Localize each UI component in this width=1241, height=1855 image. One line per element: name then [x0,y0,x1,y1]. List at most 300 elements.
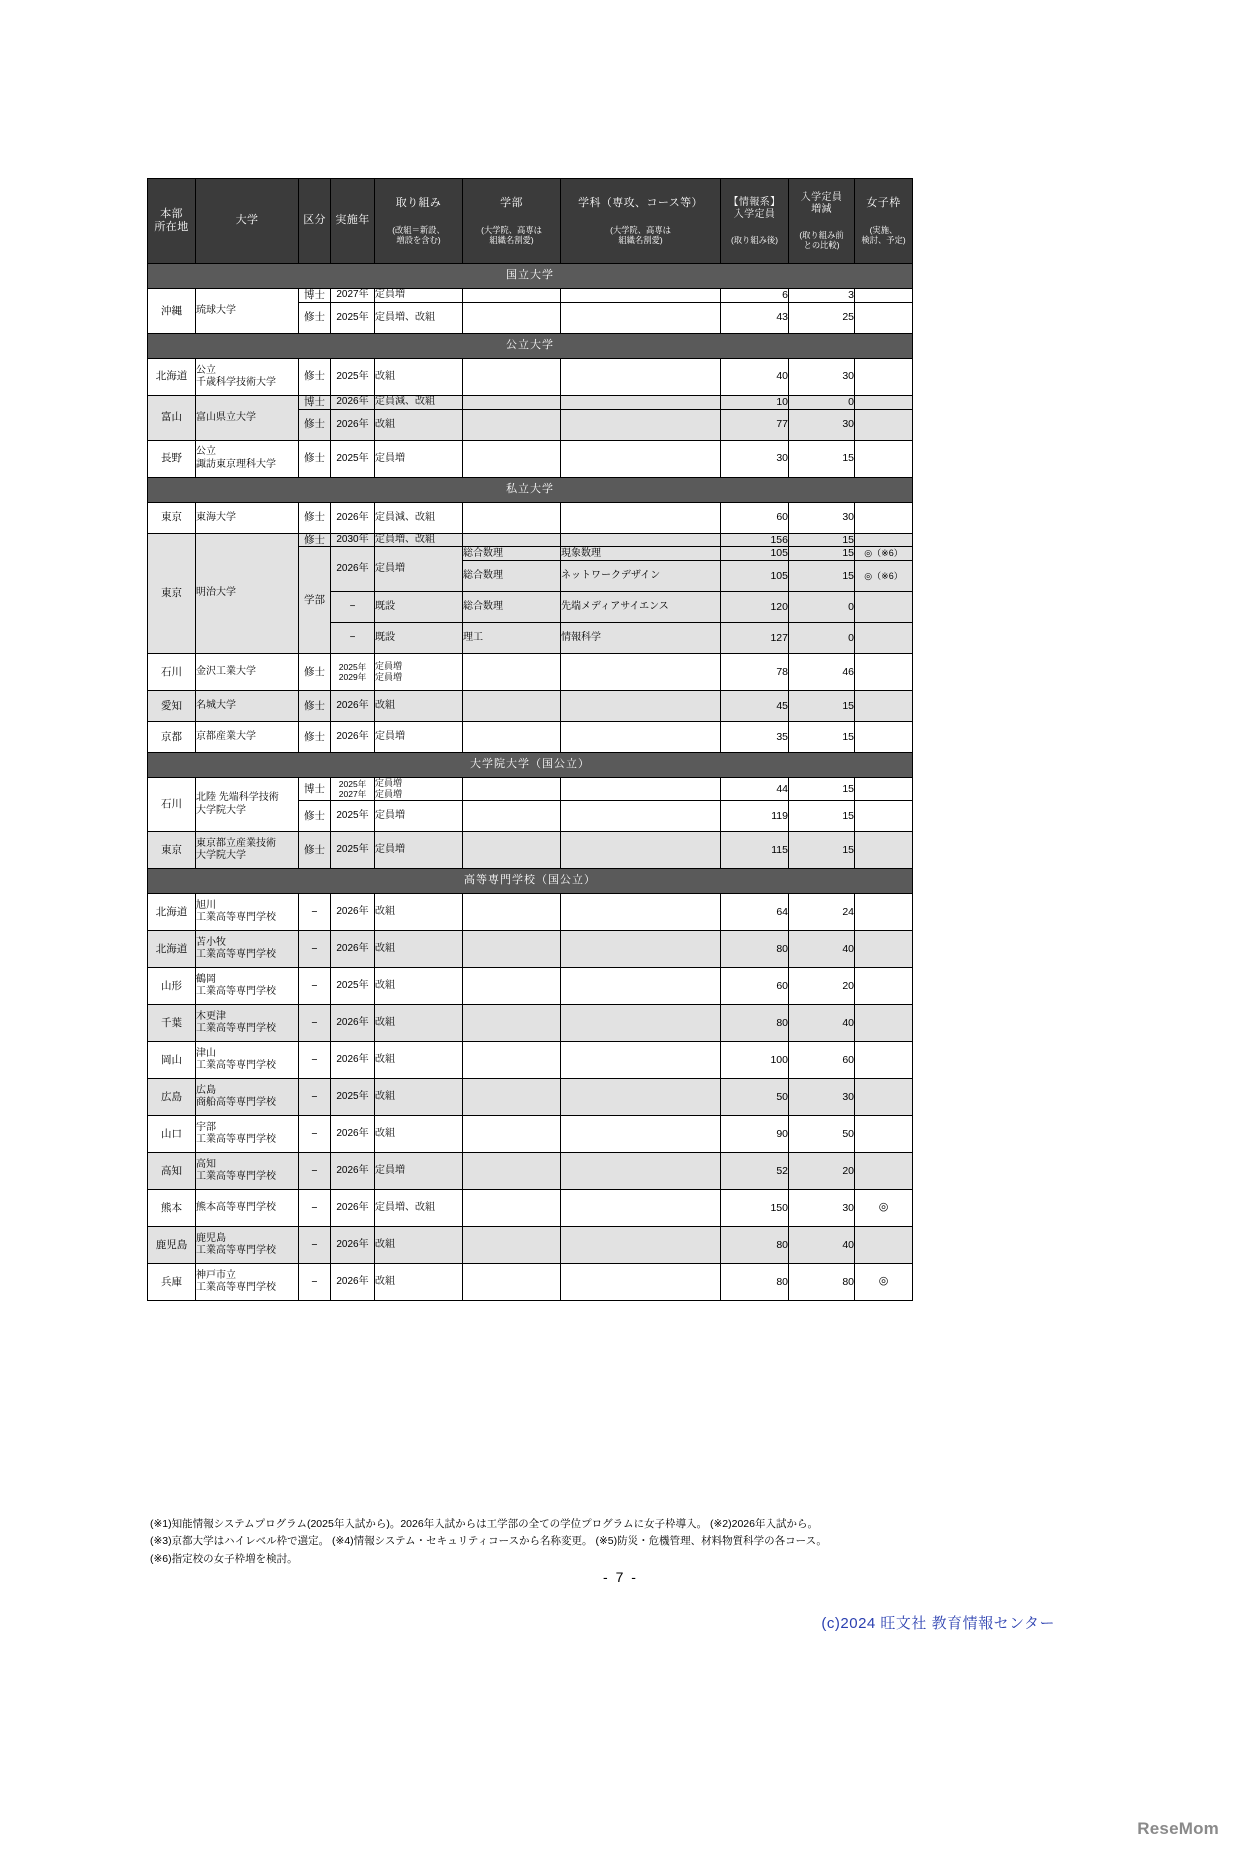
cell-prefecture: 東京 [148,533,196,654]
cell-year: 2026年 [331,894,375,931]
table-row [148,502,913,533]
cell-capacity-change: 30 [789,1190,855,1227]
cell-department: 先端メディアサイエンス [561,592,721,623]
cell-capacity: 105 [721,561,789,592]
cell-capacity: 105 [721,547,789,561]
cell-year: 2026年 [331,691,375,722]
cell-initiative-l1: 定員増 [375,778,403,789]
table-row [148,1264,913,1301]
cell-capacity-change: 15 [789,722,855,753]
cell-university-l2: 工業高等専門学校 [196,949,276,961]
cell-kubun: 博士 [299,778,331,801]
cell-initiative-l2: 定員増 [375,789,403,800]
cell-department [561,409,721,440]
cell-kubun: − [299,894,331,931]
cell-initiative: 定員増 [375,1153,463,1190]
cell-prefecture: 高知 [148,1153,196,1190]
cell-department [561,302,721,333]
cell-prefecture: 石川 [148,654,196,691]
cell-year: 2027年 [331,289,375,303]
col-header-year: 実施年 [331,179,375,264]
cell-university [196,1005,299,1042]
cell-women-quota [855,894,913,931]
cell-initiative: 定員増 [375,801,463,832]
cell-kubun: 修士 [299,654,331,691]
cell-university [196,358,299,395]
cell-capacity: 77 [721,409,789,440]
cell-faculty [463,931,561,968]
cell-kubun: 修士 [299,691,331,722]
cell-faculty [463,1227,561,1264]
col-header-kubun: 区分 [299,179,331,264]
cell-university [196,931,299,968]
cell-prefecture: 岡山 [148,1042,196,1079]
cell-university [196,1153,299,1190]
cell-department [561,1116,721,1153]
cell-capacity-change: 15 [789,440,855,477]
cell-initiative: 定員増 [375,832,463,869]
cell-capacity-change: 30 [789,1079,855,1116]
cell-university [196,440,299,477]
cell-kubun: 修士 [299,358,331,395]
cell-university: 富山県立大学 [196,395,299,440]
cell-kubun: 修士 [299,440,331,477]
group-band-row [148,333,913,358]
cell-women-quota [855,440,913,477]
cell-university-l1: 公立 [196,446,216,458]
band-public: 公立大学 [148,333,913,358]
cell-university-l1: 広島 [196,1084,216,1096]
cell-capacity: 119 [721,801,789,832]
cell-kubun: 修士 [299,409,331,440]
cell-women-quota [855,302,913,333]
cell-capacity: 150 [721,1190,789,1227]
cell-faculty: 総合数理 [463,592,561,623]
cell-capacity-change: 15 [789,533,855,547]
cell-initiative: 定員減、改組 [375,502,463,533]
cell-kubun: 修士 [299,722,331,753]
cell-university-l2: 工業高等専門学校 [196,1171,276,1183]
cell-capacity-change: 3 [789,289,855,303]
cell-university-l1: 旭川 [196,899,216,911]
cell-university: 熊本高等専門学校 [196,1190,299,1227]
cell-capacity: 52 [721,1153,789,1190]
cell-initiative: 改組 [375,1042,463,1079]
table-row [148,778,913,801]
cell-prefecture: 山口 [148,1116,196,1153]
band-national: 国立大学 [148,264,913,289]
cell-capacity: 10 [721,395,789,409]
cell-faculty [463,289,561,303]
cell-year: 2026年 [331,1042,375,1079]
cell-year-l2: 2029年 [338,672,367,683]
table-row [148,1005,913,1042]
cell-initiative-l2: 定員増 [375,672,403,683]
cell-faculty [463,409,561,440]
cell-initiative: 定員増 [375,289,463,303]
cell-faculty [463,801,561,832]
col-header-initiative: 取り組み (改組＝新設、 増設を含む) [375,179,463,264]
cell-university-l2: 千歳科学技術大学 [196,376,276,388]
cell-capacity: 127 [721,623,789,654]
group-band-row [148,477,913,502]
cell-faculty [463,502,561,533]
page-number: - 7 - [603,1569,638,1585]
footnotes [150,1516,930,1568]
cell-women-quota [855,832,913,869]
cell-capacity: 156 [721,533,789,547]
cell-department [561,1264,721,1301]
copyright-notice: (c)2024 旺文社 教育情報センター [821,1615,1055,1632]
cell-university: 金沢工業大学 [196,654,299,691]
cell-year: 2030年 [331,533,375,547]
cell-year-l1: 2025年 [338,661,367,672]
cell-capacity-change: 30 [789,409,855,440]
cell-women-quota [855,968,913,1005]
cell-kubun: − [299,1264,331,1301]
cell-prefecture: 京都 [148,722,196,753]
cell-university [196,1264,299,1301]
cell-initiative [375,778,463,801]
cell-faculty: 総合数理 [463,561,561,592]
cell-year: − [331,623,375,654]
table-row [148,722,913,753]
cell-prefecture: 千葉 [148,1005,196,1042]
cell-department [561,968,721,1005]
cell-department [561,1153,721,1190]
table-row [148,1153,913,1190]
band-private: 私立大学 [148,477,913,502]
cell-capacity-change: 20 [789,1153,855,1190]
band-graduate: 大学院大学（国公立） [148,753,913,778]
cell-capacity: 30 [721,440,789,477]
cell-year: 2026年 [331,1227,375,1264]
cell-year: 2026年 [331,502,375,533]
cell-prefecture: 北海道 [148,894,196,931]
cell-capacity-change: 20 [789,968,855,1005]
cell-department [561,832,721,869]
cell-capacity-change: 40 [789,1005,855,1042]
cell-university-l1: 木更津 [196,1010,226,1022]
cell-department [561,1079,721,1116]
table-row [148,832,913,869]
cell-capacity: 80 [721,931,789,968]
table-row [148,533,913,547]
cell-faculty: 理工 [463,623,561,654]
cell-kubun: 修士 [299,533,331,547]
cell-faculty [463,1190,561,1227]
cell-faculty [463,691,561,722]
cell-capacity-change: 40 [789,1227,855,1264]
table-row [148,894,913,931]
cell-women-quota [855,1005,913,1042]
cell-faculty [463,654,561,691]
col-header-prefecture [148,179,196,264]
cell-capacity: 120 [721,592,789,623]
cell-initiative: 定員増 [375,547,463,592]
cell-faculty [463,894,561,931]
cell-faculty [463,1005,561,1042]
cell-capacity-change: 15 [789,801,855,832]
cell-capacity-change: 15 [789,832,855,869]
col-header-women-quota: 女子枠 (実施、 検討、予定) [855,179,913,264]
cell-capacity-change: 46 [789,654,855,691]
cell-initiative: 既設 [375,623,463,654]
cell-women-quota [855,778,913,801]
cell-capacity: 100 [721,1042,789,1079]
cell-university [196,1042,299,1079]
cell-university-l2: 工業高等専門学校 [196,1023,276,1035]
cell-faculty [463,1079,561,1116]
cell-year: 2025年 [331,832,375,869]
cell-university: 明治大学 [196,533,299,654]
cell-initiative: 改組 [375,1227,463,1264]
col-header-prefecture-l2: 所在地 [154,221,189,233]
cell-women-quota [855,1079,913,1116]
cell-university-l1: 高知 [196,1158,216,1170]
cell-women-quota: ◎（※6） [855,547,913,561]
cell-initiative: 改組 [375,968,463,1005]
cell-initiative: 改組 [375,1079,463,1116]
cell-university-l2: 工業高等専門学校 [196,912,276,924]
cell-university [196,778,299,832]
cell-university-l2: 工業高等専門学校 [196,1282,276,1294]
cell-initiative: 定員増、改組 [375,302,463,333]
cell-university: 東海大学 [196,502,299,533]
cell-women-quota [855,395,913,409]
cell-university [196,1079,299,1116]
table-row [148,395,913,409]
cell-prefecture: 北海道 [148,931,196,968]
cell-university [196,1227,299,1264]
cell-university-l1: 神戸市立 [196,1269,236,1281]
cell-initiative: 定員増、改組 [375,533,463,547]
watermark-text: ReseMom [1137,1819,1219,1838]
cell-capacity-change: 15 [789,561,855,592]
cell-faculty [463,1264,561,1301]
cell-capacity-change: 50 [789,1116,855,1153]
cell-capacity: 64 [721,894,789,931]
cell-university: 琉球大学 [196,289,299,334]
cell-university: 名城大学 [196,691,299,722]
cell-capacity: 40 [721,358,789,395]
cell-initiative: 改組 [375,1005,463,1042]
cell-faculty [463,1042,561,1079]
cell-women-quota [855,289,913,303]
cell-department [561,289,721,303]
cell-year: 2026年 [331,1153,375,1190]
col-header-department: 学科（専攻、コース等） (大学院、高専は 組織名割愛) [561,179,721,264]
cell-capacity-change: 15 [789,691,855,722]
cell-university-l2: 商船高等専門学校 [196,1097,276,1109]
cell-prefecture: 兵庫 [148,1264,196,1301]
cell-women-quota [855,533,913,547]
cell-kubun: 博士 [299,395,331,409]
cell-women-quota [855,931,913,968]
cell-university [196,894,299,931]
cell-faculty [463,968,561,1005]
cell-kubun: − [299,1079,331,1116]
cell-department: ネットワークデザイン [561,561,721,592]
cell-year: 2026年 [331,1190,375,1227]
cell-women-quota [855,654,913,691]
cell-university-l2: 諏訪東京理科大学 [196,458,276,470]
cell-faculty [463,722,561,753]
table-row [148,654,913,691]
cell-year-l1: 2025年 [338,778,367,789]
cell-faculty [463,832,561,869]
group-band-row [148,264,913,289]
cell-year [331,778,375,801]
col-header-faculty: 学部 (大学院、高専は 組織名割愛) [463,179,561,264]
cell-department: 情報科学 [561,623,721,654]
cell-year: 2025年 [331,302,375,333]
cell-department [561,440,721,477]
cell-department [561,395,721,409]
cell-kubun: 修士 [299,801,331,832]
table-row [148,1042,913,1079]
cell-kubun: − [299,1153,331,1190]
cell-kubun: − [299,1227,331,1264]
cell-kubun: 修士 [299,502,331,533]
cell-capacity-change: 0 [789,395,855,409]
cell-capacity: 80 [721,1005,789,1042]
cell-initiative: 既設 [375,592,463,623]
cell-year: − [331,592,375,623]
cell-initiative: 定員増、改組 [375,1190,463,1227]
cell-initiative: 定員減、改組 [375,395,463,409]
cell-initiative: 改組 [375,931,463,968]
cell-faculty [463,440,561,477]
col-header-capacity: 【情報系】 入学定員 (取り組み後) [721,179,789,264]
cell-prefecture: 愛知 [148,691,196,722]
cell-year: 2026年 [331,1005,375,1042]
cell-year: 2026年 [331,931,375,968]
cell-year: 2025年 [331,968,375,1005]
cell-women-quota [855,1042,913,1079]
cell-women-quota [855,409,913,440]
band-kosen: 高等専門学校（国公立） [148,869,913,894]
header-row [148,179,913,264]
cell-university [196,832,299,869]
cell-kubun: − [299,1005,331,1042]
cell-kubun: 修士 [299,832,331,869]
cell-department [561,533,721,547]
cell-initiative: 定員増 [375,722,463,753]
cell-capacity-change: 40 [789,931,855,968]
cell-kubun: − [299,1042,331,1079]
cell-year: 2025年 [331,1079,375,1116]
table-row [148,691,913,722]
cell-women-quota [855,1153,913,1190]
cell-capacity: 45 [721,691,789,722]
cell-initiative [375,654,463,691]
cell-year [331,654,375,691]
cell-capacity-change: 0 [789,592,855,623]
cell-kubun: 博士 [299,289,331,303]
cell-capacity: 115 [721,832,789,869]
cell-faculty [463,1153,561,1190]
cell-year: 2026年 [331,409,375,440]
cell-kubun: − [299,1116,331,1153]
cell-department [561,654,721,691]
cell-prefecture: 広島 [148,1079,196,1116]
cell-capacity: 60 [721,502,789,533]
cell-women-quota [855,592,913,623]
cell-initiative: 改組 [375,691,463,722]
cell-initiative: 定員増 [375,440,463,477]
cell-university-l2: 大学院大学 [196,850,246,862]
cell-prefecture: 熊本 [148,1190,196,1227]
cell-university-l1: 宇部 [196,1121,216,1133]
cell-department [561,1005,721,1042]
cell-capacity: 35 [721,722,789,753]
cell-kubun: 修士 [299,302,331,333]
cell-prefecture: 山形 [148,968,196,1005]
cell-women-quota [855,1227,913,1264]
cell-capacity: 60 [721,968,789,1005]
table-row [148,1190,913,1227]
cell-university-l1: 苫小牧 [196,936,226,948]
cell-faculty [463,778,561,801]
cell-year: 2025年 [331,358,375,395]
cell-faculty [463,533,561,547]
cell-faculty [463,395,561,409]
university-informatics-table [147,178,913,1301]
cell-year-l2: 2027年 [338,789,367,800]
cell-women-quota [855,358,913,395]
cell-department [561,778,721,801]
table-row [148,931,913,968]
cell-capacity: 43 [721,302,789,333]
cell-capacity: 78 [721,654,789,691]
cell-prefecture: 沖縄 [148,289,196,334]
cell-faculty [463,1116,561,1153]
cell-women-quota: ◎ [855,1264,913,1301]
cell-university-l1: 東京都立産業技術 [196,837,276,849]
cell-kubun: − [299,1190,331,1227]
table-row [148,440,913,477]
cell-department [561,1227,721,1264]
cell-year: 2026年 [331,395,375,409]
cell-capacity-change: 80 [789,1264,855,1301]
cell-prefecture: 東京 [148,832,196,869]
cell-initiative: 改組 [375,1116,463,1153]
cell-capacity-change: 0 [789,623,855,654]
cell-university [196,1116,299,1153]
cell-kubun: 学部 [299,547,331,654]
table-row [148,968,913,1005]
cell-capacity-change: 30 [789,502,855,533]
cell-university-l1: 北陸 先端科学技術 [196,792,279,804]
cell-capacity-change: 15 [789,547,855,561]
footnote-line-1: (※1)知能情報システムプログラム(2025年入試から)。2026年入試からは工学部の全ての学位プログラムに女子枠導入。 (※2)2026年入試から。 [150,1518,818,1530]
cell-department [561,1190,721,1227]
group-band-row [148,869,913,894]
cell-women-quota: ◎ [855,1190,913,1227]
cell-capacity-change: 24 [789,894,855,931]
cell-prefecture: 富山 [148,395,196,440]
cell-department [561,894,721,931]
cell-department [561,722,721,753]
cell-department [561,358,721,395]
table-row [148,289,913,303]
cell-capacity: 44 [721,778,789,801]
cell-capacity-change: 60 [789,1042,855,1079]
cell-women-quota [855,502,913,533]
footnote-line-2: (※3)京都大学はハイレベル枠で選定。 (※4)情報システム・セキュリティコースから名称変更。 (※5)防災・危機管理、材料物質科学の各コース。 [150,1535,827,1548]
cell-capacity: 50 [721,1079,789,1116]
